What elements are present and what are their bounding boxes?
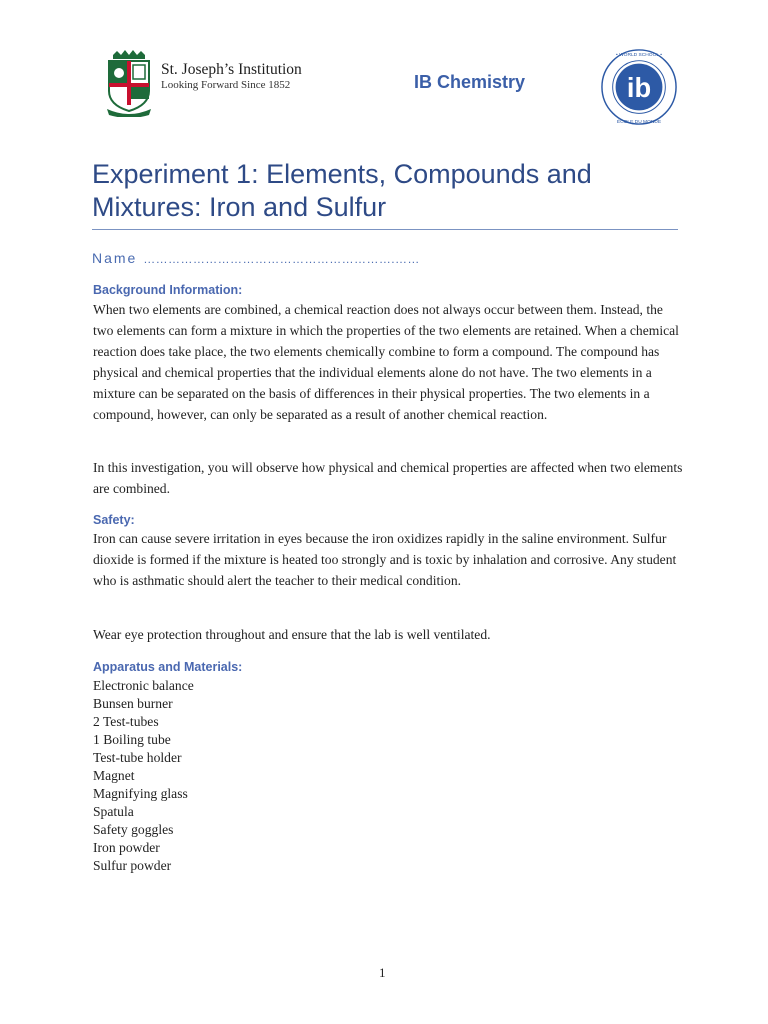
list-item: Sulfur powder [93,858,172,873]
title-divider [92,229,678,230]
svg-text:• WORLD SCHOOL •: • WORLD SCHOOL • [616,52,662,58]
list-item: Magnet [93,768,135,783]
school-name: St. Joseph’s Institution [161,61,302,78]
school-tagline: Looking Forward Since 1852 [161,79,291,91]
list-item: Safety goggles [93,822,174,837]
name-label: Name [92,250,138,266]
school-crest-icon [103,49,155,117]
safety-paragraph-2: Wear eye protection throughout and ensure that the lab is well ventilated. [93,627,491,642]
svg-text:ÉCOLE DU MONDE: ÉCOLE DU MONDE [616,120,662,126]
apparatus-heading: Apparatus and Materials: [93,660,243,674]
background-paragraph-2: In this investigation, you will observe how physical and chemical properties are affected when two elements are combined. [93,460,683,496]
name-dots: …………………………………………………….…… [143,252,420,266]
list-item: 2 Test-tubes [93,714,159,729]
list-item: Bunsen burner [93,696,173,711]
apparatus-list [93,677,194,875]
course-title: IB Chemistry [414,72,526,92]
background-heading: Background Information: [93,283,243,297]
name-field[interactable] [92,250,420,266]
list-item: 1 Boiling tube [93,732,171,747]
list-item: Test-tube holder [93,750,182,765]
safety-paragraph-1: Iron can cause severe irritation in eyes because the iron oxidizes rapidly in the saline environment. Sulfur dioxide is formed if the mixture is heated too strongly and is toxic by inhalation and corrosive. Any student who is asthmatic should alert the teacher to their medical condition. [93,531,677,588]
list-item: Magnifying glass [93,786,188,801]
school-logo [93,43,341,123]
background-paragraph-1: When two elements are combined, a chemical reaction does not always occur between them. Instead, the two elements can form a mixture in which the properties of the two elements are retained. When a chemical reaction does take place, the two elements chemically combine to form a compound. The compound has physical and chemical properties that the individual elements alone do not have. The two elements in a mixture can be separated on the basis of differences in their physical properties. The two elements in a compound, however, can only be separated as a result of another chemical reaction. [93,302,679,422]
ib-logo-icon [600,48,678,126]
list-item: Electronic balance [93,678,194,693]
page-title: Experiment 1: Elements, Compounds and Mixtures: Iron and Sulfur [92,159,592,222]
list-item: Spatula [93,804,134,819]
list-item: Iron powder [93,840,160,855]
safety-heading: Safety: [93,513,135,527]
page-number: 1 [379,965,386,980]
svg-text:ib: ib [626,71,652,103]
